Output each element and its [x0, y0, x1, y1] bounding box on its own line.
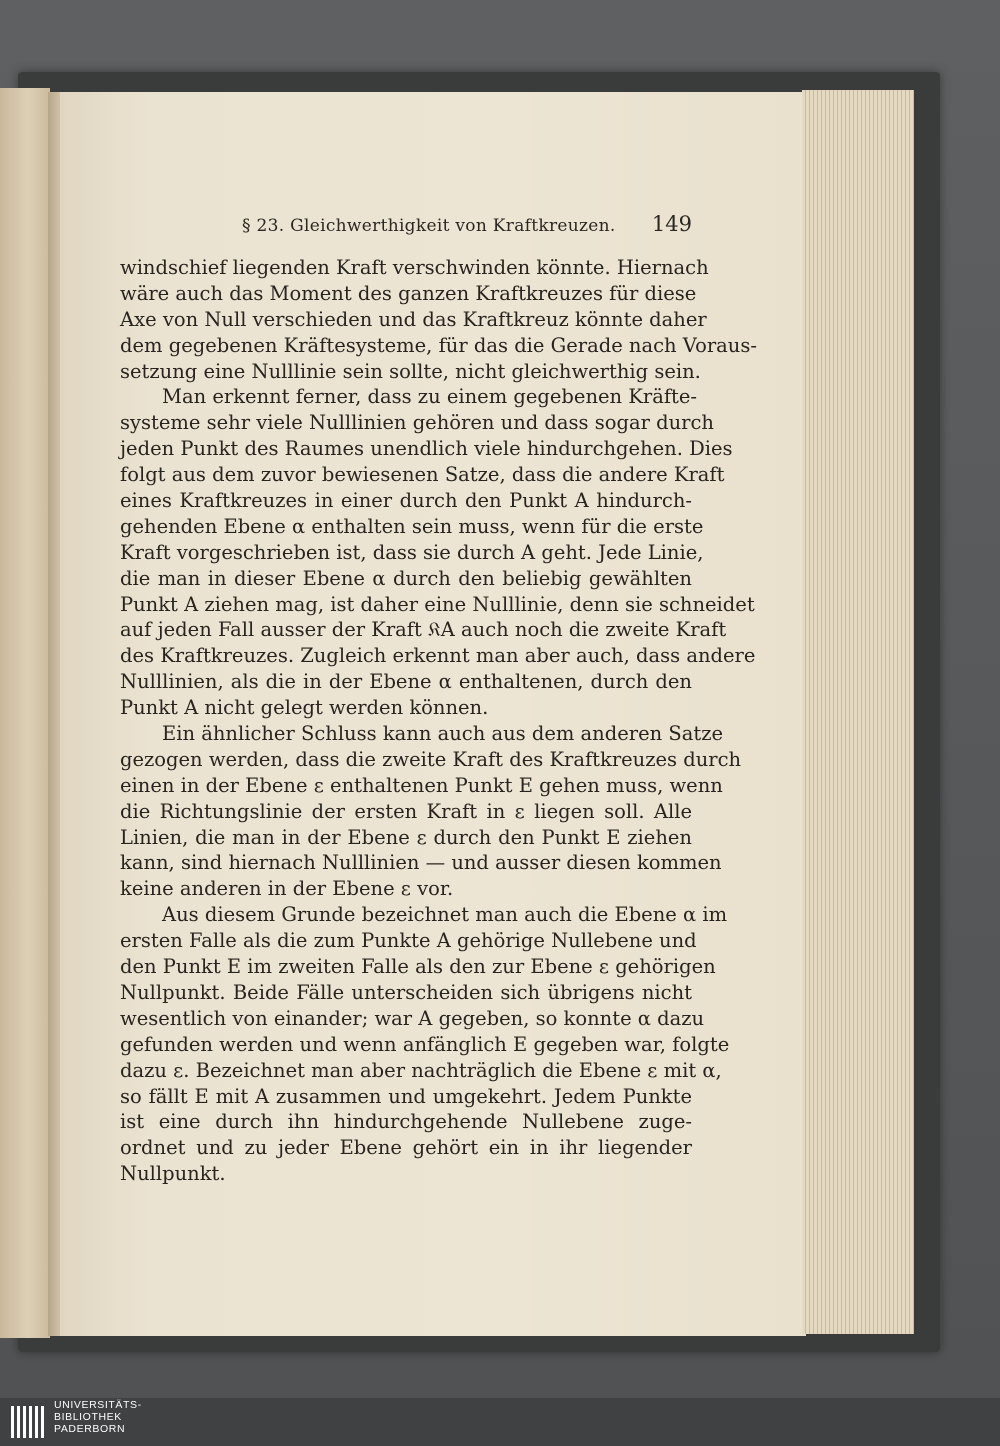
text-line: ist eine durch ihn hindurchgehende Nullebene zuge- [120, 1110, 692, 1134]
library-name [54, 1400, 142, 1435]
text-line: setzung eine Nulllinie sein sollte, nicht gleichwerthig sein. [120, 359, 701, 383]
text-line: systeme sehr viele Nulllinien gehören und dass sogar durch [120, 411, 714, 435]
text-line: Punkt A ziehen mag, ist daher eine Nulllinie, denn sie schneidet [120, 592, 755, 616]
page-header [120, 212, 692, 242]
text-line: die man in dieser Ebene α durch den beliebig gewählten [120, 566, 692, 590]
text-line: ersten Falle als die zum Punkte A gehörige Nullebene und [120, 929, 697, 953]
text-line: gefunden werden und wenn anfänglich E gegeben war, folgte [120, 1032, 730, 1056]
text-line: eines Kraftkreuzes in einer durch den Punkt A hindurch- [120, 489, 692, 513]
library-name-line: PADERBORN [54, 1422, 126, 1435]
text-line: Aus diesem Grunde bezeichnet man auch die Ebene α im [162, 903, 728, 927]
text-line: Man erkennt ferner, dass zu einem gegebenen Kräfte- [162, 385, 698, 409]
text-line: gehenden Ebene α enthalten sein muss, wenn für die erste [120, 514, 704, 538]
text-line: wäre auch das Moment des ganzen Kraftkreuzes für diese [120, 281, 697, 305]
library-name-line: UNIVERSITÄTS- [54, 1399, 142, 1411]
text-line: Nullpunkt. Beide Fälle unterscheiden sich übrigens nicht [120, 980, 692, 1004]
running-head: § 23. Gleichwerthigkeit von Kraftkreuzen. [242, 216, 616, 236]
text-line: jeden Punkt des Raumes unendlich viele hindurchgehen. Dies [120, 437, 733, 461]
text-line: so fällt E mit A zusammen und umgekehrt. Jedem Punkte [120, 1084, 692, 1108]
text-line: Kraft vorgeschrieben ist, dass sie durch A geht. Jede Linie, [120, 540, 704, 564]
left-page-edge [0, 88, 50, 1338]
text-line: Ein ähnlicher Schluss kann auch aus dem anderen Satze [162, 722, 724, 746]
text-line: Axe von Null verschieden und das Kraftkreuz könnte daher [120, 307, 707, 331]
text-line: folgt aus dem zuvor bewiesenen Satze, dass die andere Kraft [120, 463, 725, 487]
text-line: des Kraftkreuzes. Zugleich erkennt man aber auch, dass andere [120, 644, 756, 668]
library-name-line: BIBLIOTHEK [54, 1410, 122, 1423]
text-line: wesentlich von einander; war A gegeben, so konnte α dazu [120, 1006, 705, 1030]
text-line: die Richtungslinie der ersten Kraft in ε liegen soll. Alle [120, 799, 692, 823]
text-line: Linien, die man in der Ebene ε durch den Punkt E ziehen [120, 825, 692, 849]
text-line: dazu ε. Bezeichnet man aber nachträglich die Ebene ε mit α, [120, 1058, 722, 1082]
text-line: windschief liegenden Kraft verschwinden könnte. Hiernach [120, 256, 709, 279]
text-line: den Punkt E im zweiten Falle als den zur Ebene ε gehörigen [120, 955, 716, 979]
text-line: ordnet und zu jeder Ebene gehört ein in ihr liegender [120, 1136, 692, 1160]
library-logo-icon [10, 1404, 48, 1440]
text-line: gezogen werden, dass die zweite Kraft des Kraftkreuzes durch [120, 747, 742, 771]
page-number: 149 [651, 212, 692, 236]
text-line: Nulllinien, als die in der Ebene α enthaltenen, durch den [120, 670, 692, 694]
text-line: Nullpunkt. [120, 1162, 226, 1186]
body-text [120, 255, 757, 1187]
text-line: dem gegebenen Kräftesysteme, für das die Gerade nach Voraus- [120, 333, 757, 357]
text-line: kann, sind hiernach Nulllinien — und ausser diesen kommen [120, 851, 722, 875]
text-line: einen in der Ebene ε enthaltenen Punkt E gehen muss, wenn [120, 773, 723, 797]
text-line: auf jeden Fall ausser der Kraft 𝔎A auch noch die zweite Kraft [120, 618, 727, 642]
library-footer [0, 1398, 1000, 1446]
text-line: keine anderen in der Ebene ε vor. [120, 877, 454, 901]
page-edges [802, 90, 914, 1334]
text-line: Punkt A nicht gelegt werden können. [120, 696, 489, 720]
